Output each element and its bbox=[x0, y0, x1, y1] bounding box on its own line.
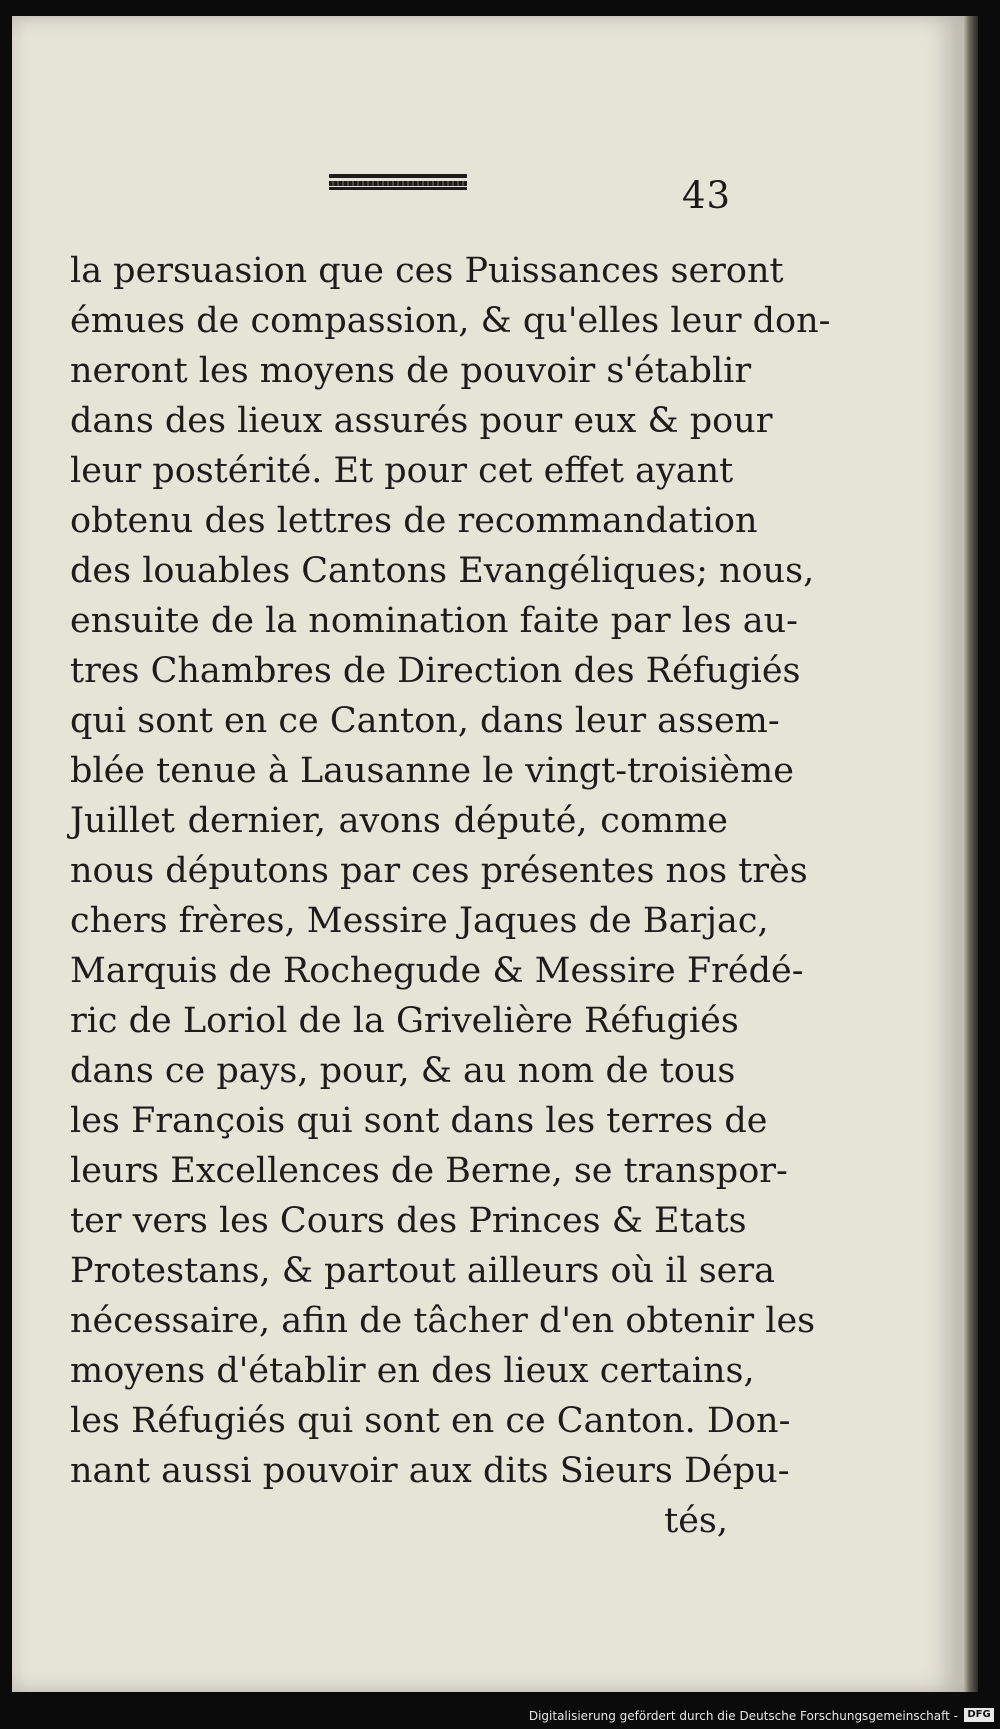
text-line: dans des lieux assurés pour eux & pour bbox=[70, 401, 773, 441]
text-line: qui sont en ce Canton, dans leur assem- bbox=[70, 701, 780, 741]
text-line: neront les moyens de pouvoir s'établir bbox=[70, 351, 752, 391]
catchword: tés, bbox=[664, 1501, 728, 1541]
book-page bbox=[12, 16, 964, 1692]
text-line: dans ce pays, pour, & au nom de tous bbox=[70, 1051, 736, 1091]
footer-bar bbox=[0, 1702, 1000, 1729]
text-line: les François qui sont dans les terres de bbox=[70, 1101, 768, 1141]
ornament-rule-middle bbox=[329, 181, 467, 186]
text-line: nous députons par ces présentes nos très bbox=[70, 851, 808, 891]
text-line: ensuite de la nomination faite par les au- bbox=[70, 601, 798, 641]
funding-credit: Digitalisierung gefördert durch die Deutsche Forschungsgemeinschaft - bbox=[528, 1709, 958, 1723]
text-line: Protestans, & partout ailleurs où il sera bbox=[70, 1251, 775, 1291]
text-line: blée tenue à Lausanne le vingt-troisième bbox=[70, 751, 794, 791]
body-text bbox=[70, 246, 831, 1546]
text-line: des louables Cantons Evangéliques; nous, bbox=[70, 551, 815, 591]
text-line: nécessaire, afin de tâcher d'en obtenir les bbox=[70, 1301, 816, 1341]
dfg-logo: DFG bbox=[964, 1708, 994, 1722]
text-line: la persuasion que ces Puissances seront bbox=[70, 251, 784, 291]
text-line: les Réfugiés qui sont en ce Canton. Don- bbox=[70, 1401, 791, 1441]
page-edge-shadow bbox=[964, 16, 978, 1692]
text-line: leur postérité. Et pour cet effet ayant bbox=[70, 451, 734, 491]
ornament-rule-top bbox=[329, 174, 467, 178]
text-line: leurs Excellences de Berne, se transpor- bbox=[70, 1151, 788, 1191]
text-line: nant aussi pouvoir aux dits Sieurs Dépu- bbox=[70, 1451, 790, 1491]
page-number: 43 bbox=[682, 174, 732, 217]
text-line: émues de compassion, & qu'elles leur don- bbox=[70, 301, 831, 341]
text-line: chers frères, Messire Jaques de Barjac, bbox=[70, 901, 769, 941]
text-line: Juillet dernier, avons député, comme bbox=[70, 801, 728, 841]
text-line: ter vers les Cours des Princes & Etats bbox=[70, 1201, 747, 1241]
text-line: obtenu des lettres de recommandation bbox=[70, 501, 758, 541]
text-line: Marquis de Rochegude & Messire Frédé- bbox=[70, 951, 804, 991]
text-line: moyens d'établir en des lieux certains, bbox=[70, 1351, 755, 1391]
ornament-rule-bottom bbox=[329, 187, 467, 190]
text-line: ric de Loriol de la Grivelière Réfugiés bbox=[70, 1001, 739, 1041]
text-line: tres Chambres de Direction des Réfugiés bbox=[70, 651, 801, 691]
header-ornament bbox=[329, 174, 467, 190]
